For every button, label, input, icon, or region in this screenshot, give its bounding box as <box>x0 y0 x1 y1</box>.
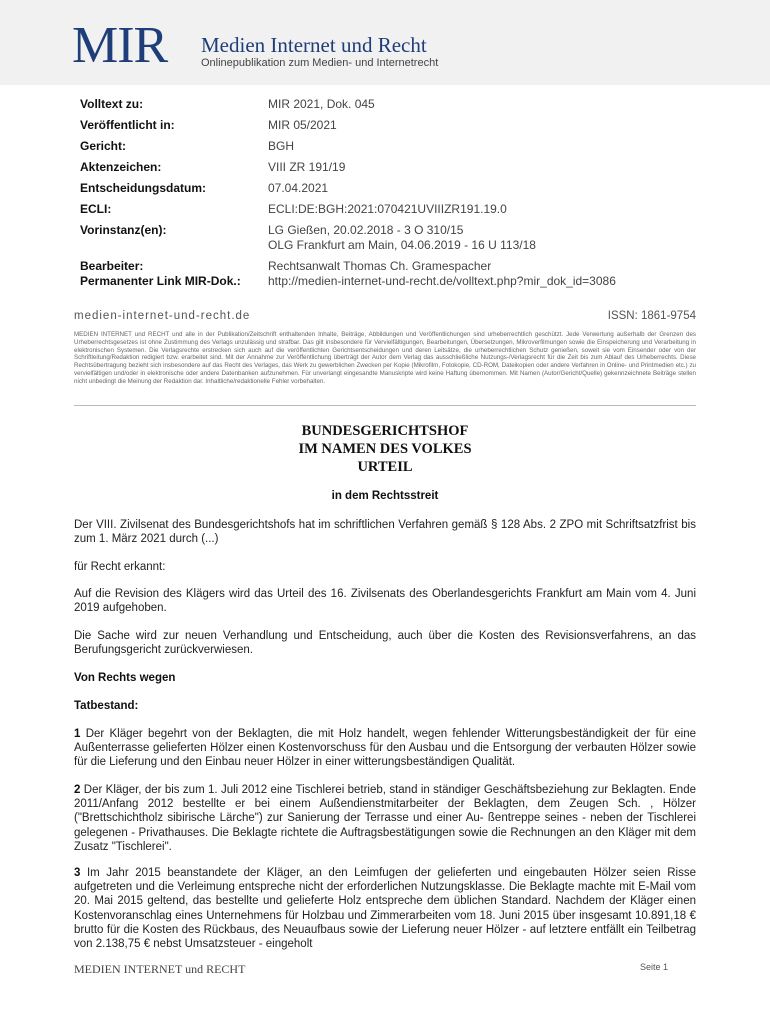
von-rechts-wegen-text: Von Rechts wegen <box>74 672 176 684</box>
paragraph-text: Der Kläger begehrt von der Beklagten, die mit Holz handelt, wegen fehlender Witterungsbeständigkeit der für eine Außenterrasse gelieferten Hölzer einen Kostenvorschuss für den Ausbau und die Entsorgung der verbauten Hölzer sowie für die Lieferung und den Einbau neuer Hölzer in einer witterungsbeständigen Qualität. <box>74 728 696 769</box>
meta-label: Veröffentlicht in: <box>80 118 175 132</box>
meta-label: ECLI: <box>80 202 112 216</box>
meta-value: BGH <box>268 139 295 153</box>
page-number: Seite 1 <box>640 962 669 972</box>
meta-label: Gericht: <box>80 139 127 153</box>
meta-value: Rechtsanwalt Thomas Ch. Gramespacher <box>268 259 492 273</box>
meta-value: ECLI:DE:BGH:2021:070421UVIIIZR191.19.0 <box>268 202 507 216</box>
urteil-heading: URTEIL <box>357 459 413 475</box>
paragraph-2 <box>74 783 696 854</box>
divider <box>74 405 696 406</box>
issn: ISSN: 1861-9754 <box>607 310 696 322</box>
mir-logo: MIR <box>72 17 168 74</box>
meta-label: Volltext zu: <box>80 97 144 111</box>
meta-label: Aktenzeichen: <box>80 160 162 174</box>
vorinstanz-olg: OLG Frankfurt am Main, 04.06.2019 - 16 U 113/18 <box>268 238 536 252</box>
footer-publication: MEDIEN INTERNET und RECHT <box>74 962 246 976</box>
tatbestand-heading <box>74 699 696 713</box>
copyright-disclaimer: MEDIEN INTERNET und RECHT und alle in der Publikation/Zeitschrift enthaltenden Inhalte, Beiträge, Abbildungen und Veröffentlichungen sind urheberrechtlich geschützt. Jede Verwertung außerhalb der Grenzen des Urheberrechtsgesetzes ist ohne Zustimmung des Verlags unzulässig und strafbar. Das gilt insbesondere für Vervielfältigungen, Bearbeitungen, Übersetzungen, Mikroverfilmungen sowie die Einspeicherung und Verarbeitung in elektronischen Systemen. Die Verlagsrechte erstrecken sich auch auf die veröffentlichten Gerichtsentscheidungen und deren Leitsätze, die urheberrechtlichen Schutz genießen, soweit sie vom Einsender oder von der Schriftleitung/Redaktion redigiert bzw. erarbeitet sind. Mit der Annahme zur Veröffentlichung überträgt der Autor dem Verlag das ausschließliche Nutzungs-/Verlagsrecht für die Zeit bis zum Ablauf des Urheberrechts. Diese Rechtsübertragung bezieht sich insbesondere auf das Recht des Verlages, das Werk zu gewerblichen Zwecken per Kopie (Mikrofilm, Fotokopie, CD-ROM, Dateikopien oder andere Verfahren in Online- und Printmedien etc.) zu vervielfältigen und/oder in elektronische oder andere Datenbanken aufzunehmen. Für unverlangt eingesandte Manuskripte wird keine Haftung übernommen. Mit Namen (Autor/Gericht/Quelle) gekennzeichnete Beiträge stellen nicht unbedingt die Meinung der Redaktion dar. Inhaltliche/redaktionelle Fehler vorbehalten. <box>74 331 696 385</box>
von-rechts-wegen <box>74 671 696 685</box>
vorinstanz-lg: LG Gießen, 20.02.2018 - 3 O 310/15 <box>268 223 464 237</box>
meta-value: MIR 2021, Dok. 045 <box>268 97 375 111</box>
site-info-line <box>74 310 696 322</box>
meta-value <box>268 223 718 253</box>
meta-label: Permanenter Link MIR-Dok.: <box>80 274 241 288</box>
paragraph-number: 1 <box>74 728 81 740</box>
court-name: BUNDESGERICHTSHOF <box>301 423 469 439</box>
meta-value: 07.04.2021 <box>268 181 329 195</box>
paragraph-3 <box>74 866 696 951</box>
intro-paragraph: Der VIII. Zivilsenat des Bundesgerichtshofs hat im schriftlichen Verfahren gemäß § 128 Abs. 2 ZPO mit Schriftsatzfrist bis zum 1. März 2021 durch (...) <box>74 519 696 546</box>
volk-heading: IM NAMEN DES VOLKES <box>298 441 472 457</box>
paragraph-text: Der Kläger, der bis zum 1. Juli 2012 eine Tischlerei betrieb, stand in ständiger Geschäftsbeziehung zur Beklagten. Ende 2011/Anfang 2012 bestellte er bei einem Außendienstmitarbeiter der Beklagten, dem Zeugen Sch. , Hölzer ("Brettschichtholz sibirische Lärche") zur Sanierung der Terrasse und einer Au- ßentreppe seines - neben der Tischlerei gelegenen - Privathauses. Die Beklagte richtete die Auftragsbestätigungen sowie die Rechnungen an den Kläger mit dem Zusatz "Tischlerei". <box>74 784 696 853</box>
tatbestand-text: Tatbestand: <box>74 700 139 712</box>
paragraph-number: 3 <box>74 867 81 879</box>
permanent-link[interactable]: http://medien-internet-und-recht.de/volltext.php?mir_dok_id=3086 <box>268 274 616 288</box>
paragraph-1 <box>74 727 696 770</box>
publication-subtitle: Onlinepublikation zum Medien- und Internetrecht <box>201 57 439 69</box>
publication-title: Medien Internet und Recht <box>201 33 427 57</box>
page-header <box>0 0 770 85</box>
paragraph-text: Im Jahr 2015 beanstandete der Kläger, an den Leimfugen der gelieferten und eingebauten Hölzer seien Risse aufgetreten und die Verleimung entspreche nicht der erforderlichen Nutzungsklasse. Die Beklagte machte mit E-Mail vom 20. Mai 2015 geltend, das bestellte und gelieferte Holz entspreche dem üblichen Standard. Nachdem der Kläger einen Kostenvoranschlag eines Unternehmens für Holzbau und Zimmerarbeiten vom 18. Juni 2015 über insgesamt 10.891,18 € brutto für die Kosten des Rückbaus, des Neuaufbaus sowie der Lieferung neuer Hölzer - auf letztere entfällt ein Teilbetrag von 2.138,75 € nebst Umsatzsteuer - eingeholt <box>74 867 696 951</box>
meta-label: Entscheidungsdatum: <box>80 181 207 195</box>
meta-value: MIR 05/2021 <box>268 118 337 132</box>
paragraph-number: 2 <box>74 784 81 796</box>
tenor-paragraph-1: Auf die Revision des Klägers wird das Urteil des 16. Zivilsenats des Oberlandesgerichts Frankfurt am Main vom 4. Juni 2019 aufgehoben. <box>74 588 696 615</box>
site-domain: medien-internet-und-recht.de <box>74 310 251 322</box>
recht-erkannt: für Recht erkannt: <box>74 561 166 573</box>
meta-label: Bearbeiter: <box>80 259 144 273</box>
rechtsstreit-text: in dem Rechtsstreit <box>331 490 439 502</box>
meta-value: VIII ZR 191/19 <box>268 160 346 174</box>
rechtsstreit-line <box>74 489 696 503</box>
tenor-paragraph-2: Die Sache wird zur neuen Verhandlung und Entscheidung, auch über die Kosten des Revisionsverfahrens, an das Berufungsgericht zurückverwiesen. <box>74 630 696 657</box>
meta-label: Vorinstanz(en): <box>80 223 167 237</box>
